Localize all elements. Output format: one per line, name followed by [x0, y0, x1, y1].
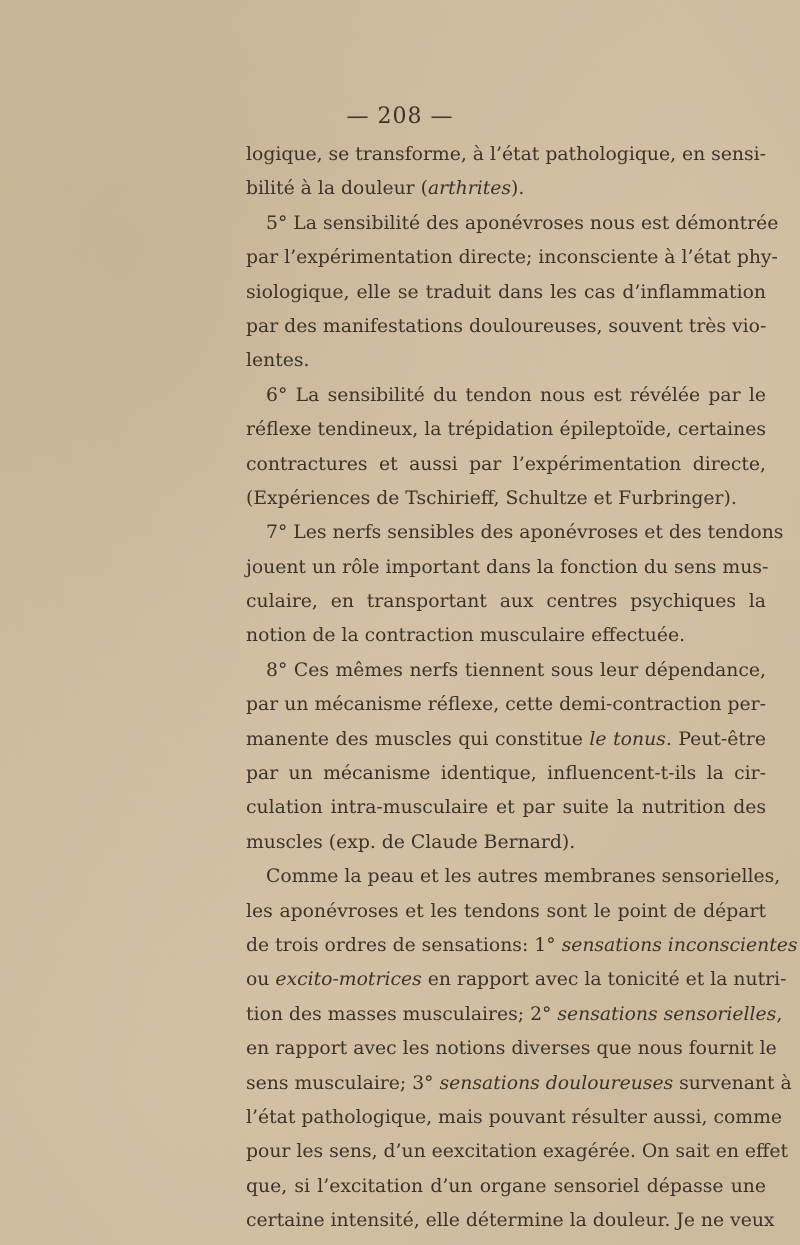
text-segment: 6° La sensibilité du tendon nous est révélée par le [266, 384, 766, 406]
text-line [246, 654, 766, 688]
body-text [246, 138, 798, 1239]
text-segment: jouent un rôle important dans la fonction du sens mus- [246, 556, 769, 578]
text-segment: 7° Les nerfs sensibles des aponévroses et des tendons [266, 522, 784, 544]
text-line [246, 344, 766, 378]
text-line [246, 723, 766, 757]
text-line [246, 551, 769, 585]
text-line [246, 1032, 777, 1066]
text-line [246, 1101, 783, 1135]
text-line [246, 207, 779, 241]
text-segment: contractures et aussi par l’expérimentation directe, [246, 453, 766, 475]
text-segment: par l’expérimentation directe; inconsciente à l’état phy- [246, 247, 778, 269]
text-segment: culaire, en transportant aux centres psychiques la [246, 591, 766, 613]
text-segment: par un mécanisme identique, influencent-t-ils la cir- [246, 763, 766, 785]
text-line [246, 172, 766, 206]
text-segment: . Peut-être [665, 728, 767, 750]
italic-text: sensations douloureuses [439, 1072, 674, 1094]
italic-text: le tonus [589, 728, 666, 750]
text-line [246, 1067, 792, 1101]
text-segment: siologique, elle se traduit dans les cas d’inflammation [246, 281, 766, 303]
text-segment: culation intra-musculaire et par suite la nutrition des [246, 797, 766, 819]
text-segment: réflexe tendineux, la trépidation épileptoïde, certaines [246, 419, 766, 441]
text-segment: sens musculaire; 3° [246, 1072, 440, 1094]
text-segment: en rapport avec les notions diverses que nous fournit le [246, 1038, 777, 1060]
text-segment: lentes. [246, 350, 310, 372]
text-line [246, 379, 766, 413]
text-line [246, 1170, 766, 1204]
text-segment: manente des muscles qui constitue [246, 728, 590, 750]
text-line [246, 310, 766, 344]
text-segment: tion des masses musculaires; 2° [246, 1003, 558, 1025]
text-line [246, 963, 787, 997]
text-segment: l’état pathologique, mais pouvant résulter aussi, comme [246, 1106, 783, 1128]
text-segment: , [776, 1003, 783, 1025]
text-segment: 8° Ces mêmes nerfs tiennent sous leur dépendance, [266, 659, 766, 681]
italic-text: sensations sensorielles [557, 1003, 777, 1025]
text-line [246, 585, 766, 619]
text-line [246, 688, 766, 722]
text-line [246, 241, 778, 275]
text-line [246, 929, 798, 963]
text-line [246, 1135, 789, 1169]
text-line [246, 826, 766, 860]
text-segment: de trois ordres de sensations: 1° [246, 934, 562, 956]
text-line [246, 448, 766, 482]
text-segment: ou [246, 969, 276, 991]
text-segment: bilité à la douleur ( [246, 178, 428, 200]
italic-text: sensations inconscientes [561, 934, 798, 956]
text-segment: Comme la peau et les autres membranes sensorielles, [266, 866, 781, 888]
page-number: — 208 — [346, 104, 454, 129]
text-segment: par des manifestations douloureuses, souvent très vio- [246, 315, 767, 337]
text-segment: muscles (exp. de Claude Bernard). [246, 831, 576, 853]
text-line [246, 1204, 775, 1238]
text-segment: par un mécanisme réflexe, cette demi-contraction per- [246, 694, 766, 716]
text-line [246, 895, 766, 929]
text-line [246, 791, 766, 825]
text-line [246, 757, 766, 791]
text-segment: que, si l’excitation d’un organe sensoriel dépasse une [246, 1175, 766, 1197]
text-segment: 5° La sensibilité des aponévroses nous est démontrée [266, 212, 779, 234]
text-line [246, 860, 781, 894]
text-segment: notion de la contraction musculaire effectuée. [246, 625, 686, 647]
text-line [246, 998, 783, 1032]
text-line [246, 482, 766, 516]
text-segment: pour les sens, d’un eexcitation exagérée. On sait en effet [246, 1141, 789, 1163]
text-line [246, 619, 766, 653]
text-segment: survenant à [673, 1072, 792, 1094]
text-line [246, 276, 766, 310]
text-segment: ). [511, 178, 525, 200]
text-segment: (Expériences de Tschirieff, Schultze et Furbringer). [246, 487, 737, 509]
text-line [246, 413, 766, 447]
italic-text: arthrites [427, 178, 512, 200]
italic-text: excito-motrices [275, 969, 422, 991]
text-segment: les aponévroses et les tendons sont le point de départ [246, 900, 766, 922]
text-segment: en rapport avec la tonicité et la nutri- [421, 969, 787, 991]
text-segment: certaine intensité, elle détermine la douleur. Je ne veux [246, 1210, 775, 1232]
text-line [246, 138, 766, 172]
text-segment: logique, se transforme, à l’état pathologique, en sensi- [246, 144, 767, 165]
text-line [246, 516, 784, 550]
